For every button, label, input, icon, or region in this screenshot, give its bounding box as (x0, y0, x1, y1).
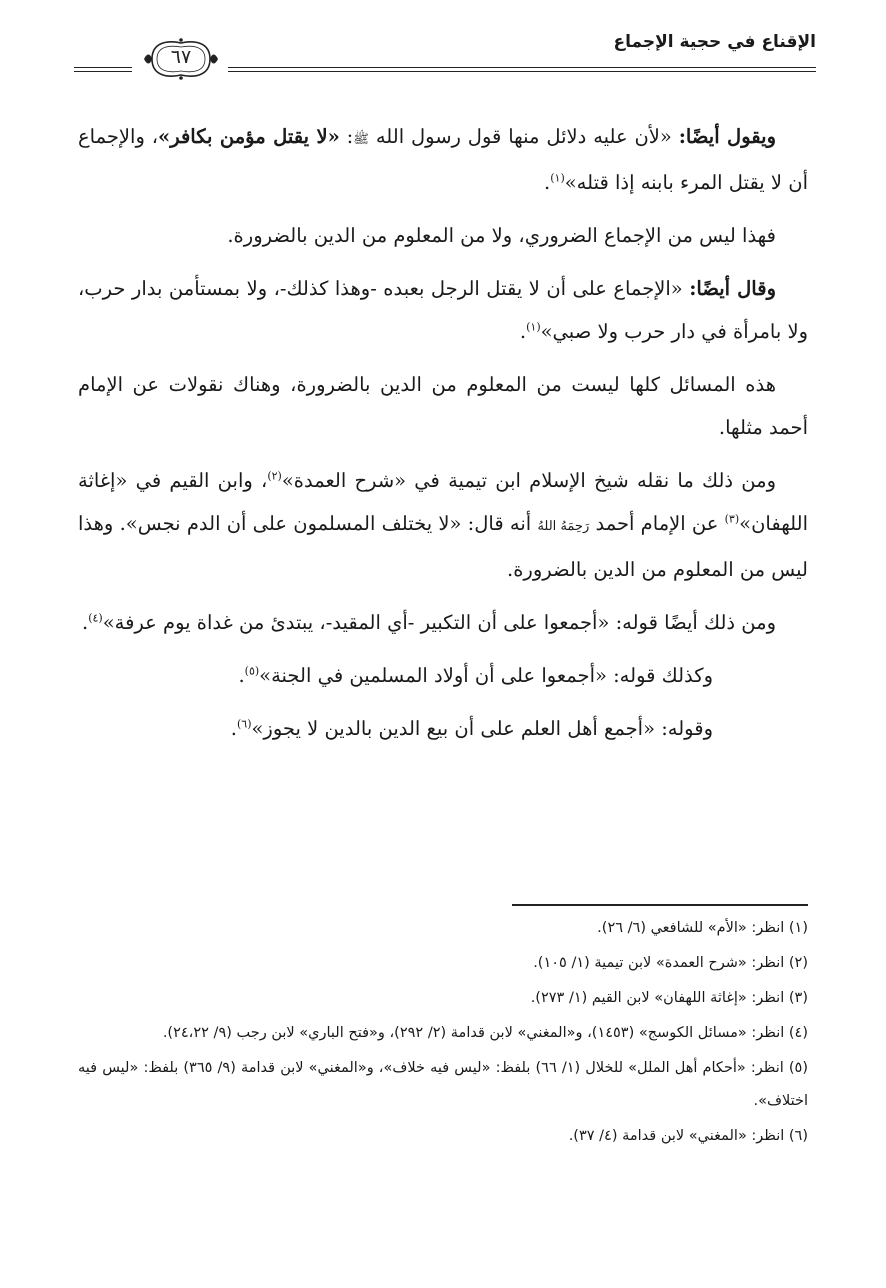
paragraph-7 (78, 654, 808, 697)
paragraph-lead: وقال أيضًا: (689, 277, 776, 300)
paragraph-text: وقوله: «أجمع أهل العلم على أن بيع الدين بالدين لا يجوز» (251, 717, 713, 740)
paragraph-6 (78, 601, 808, 644)
page-number: ٦٧ (170, 46, 192, 68)
footnote-marker: (١) (526, 320, 541, 334)
footnote-item: (٦) انظر: «المغني» لابن قدامة (٤/ ٣٧). (568, 1128, 808, 1144)
footnote-marker: (٥) (244, 664, 260, 678)
paragraph-8 (78, 707, 808, 750)
running-header-title: الإقناع في حجية الإجماع (613, 32, 816, 52)
paragraph-text: وكذلك قوله: «أجمعوا على أن أولاد المسلمين في الجنة» (259, 664, 713, 687)
paragraph-text: ، والإجماع أن لا يقتل المرء بابنه إذا قتله» (78, 125, 808, 194)
footnote-marker: (٤) (88, 611, 103, 625)
paragraph-lead: ويقول أيضًا: (678, 125, 777, 148)
paragraph-2 (78, 214, 808, 257)
paragraph-text: عن الإمام أحمد (589, 512, 725, 535)
paragraph-text: ، وابن القيم في «إغاثة اللهفان» (78, 469, 808, 535)
paragraph-text: : (339, 125, 354, 148)
paragraph-4 (78, 363, 808, 449)
paragraph-3 (78, 267, 808, 353)
footnote-marker: (١) (550, 171, 565, 185)
footnote-marker: (٦) (236, 717, 252, 731)
paragraph-text: «لأن عليه دلائل منها قول رسول الله (368, 125, 679, 148)
header-rule-short (74, 67, 132, 72)
footnote-item: (٤) انظر: «مسائل الكوسج» (١٤٥٣)، و«المغني» لابن قدامة (٢/ ٢٩٢)، و«فتح الباري» لابن رجب (٩/ ٢٤،٢٢). (162, 1025, 808, 1041)
page-number-badge (138, 34, 224, 84)
paragraph-end: . (544, 171, 551, 194)
paragraph-1 (78, 115, 808, 204)
paragraph-text: ومن ذلك ما نقله شيخ الإسلام ابن تيمية في «شرح العمدة» (281, 469, 776, 492)
footnote-separator (512, 904, 808, 906)
paragraph-text: فهذا ليس من الإجماع الضروري، ولا من المعلوم من الدين بالضرورة. (227, 224, 776, 247)
footnotes (78, 912, 808, 1155)
paragraph-text: هذه المسائل كلها ليست من المعلوم من الدين بالضرورة، وهناك نقولات عن الإمام أحمد مثلها. (78, 373, 808, 439)
footnote-item: (٣) انظر: «إغاثة اللهفان» لابن القيم (١/ ٢٧٣). (530, 990, 808, 1006)
paragraph-text: ومن ذلك أيضًا قوله: «أجمعوا على أن التكبير -أي المقيد-، يبتدئ من غداة يوم عرفة» (102, 611, 776, 634)
paragraph-end: . (238, 664, 245, 687)
honorific-phrase: رَحِمَهُ اللهُ (537, 519, 590, 534)
footnote-item: (٥) انظر: «أحكام أهل الملل» للخلال (١/ ٦٦) بلفظ: «ليس فيه خلاف»، و«المغني» لابن قدامة (٩/ ٣٦٥) بلفظ: «ليس فيه اختلاف». (78, 1060, 808, 1109)
footnote-item: (٢) انظر: «شرح العمدة» لابن تيمية (١/ ١٠٥). (533, 955, 808, 971)
main-text (78, 115, 808, 760)
header-rule (228, 67, 816, 72)
paragraph-end: . (230, 717, 237, 740)
paragraph-5 (78, 459, 808, 591)
paragraph-end: . (519, 320, 527, 343)
paragraph-text: أنه قال: «لا يختلف المسلمون على أن الدم نجس». وهذا ليس من المعلوم من الدين بالضرورة. (78, 512, 808, 581)
footnote-item: (١) انظر: «الأم» للشافعي (٦/ ٢٦). (597, 920, 808, 936)
paragraph-end: . (81, 611, 89, 634)
page-header (70, 20, 816, 90)
footnote-marker: (٣) (724, 512, 740, 526)
paragraph-text: «الإجماع على أن لا يقتل الرجل بعبده -وهذا كذلك-، ولا بمستأمن بدار حرب، ولا بامرأة في دار حرب ولا صبي» (78, 277, 808, 343)
footnote-marker: (٢) (267, 469, 282, 483)
hadith-quote: «لا يقتل مؤمن بكافر» (158, 125, 340, 148)
salutation-glyph: ﷺ (353, 132, 369, 147)
